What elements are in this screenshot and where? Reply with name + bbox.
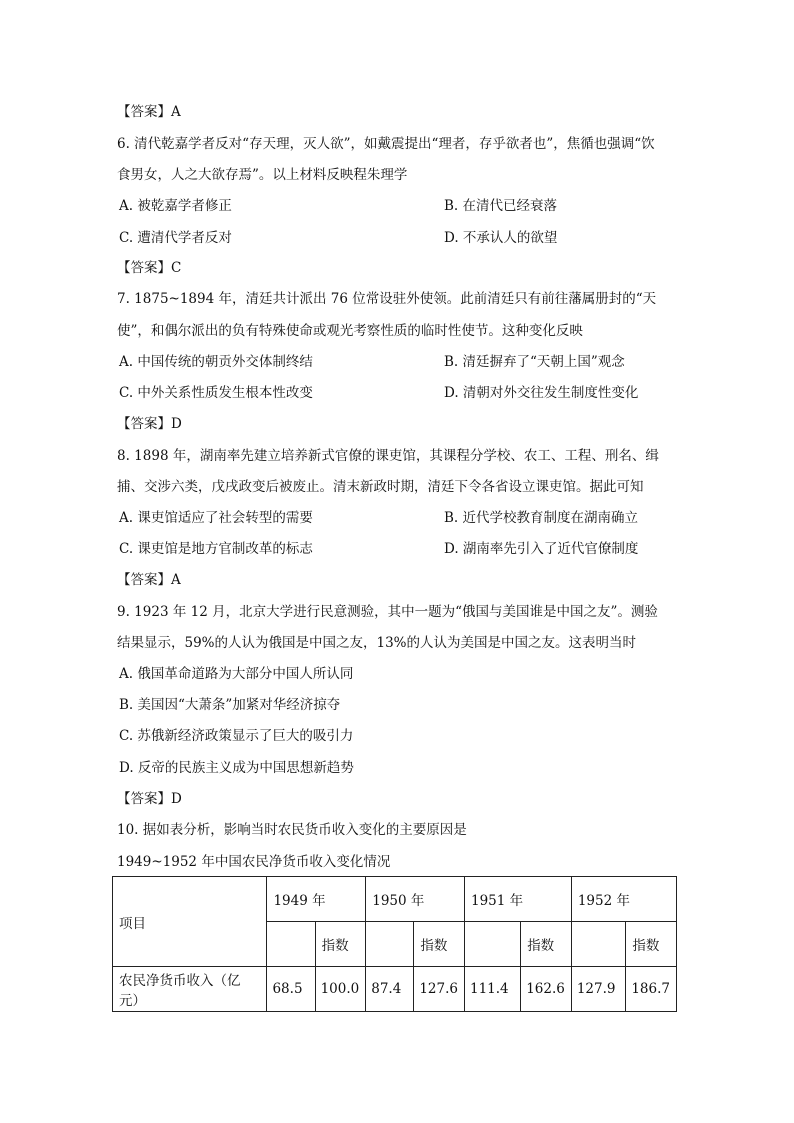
table-cell-empty (465, 922, 521, 967)
option-d: D. 反帝的民族主义成为中国思想新趋势 (119, 760, 354, 776)
option-d: D. 清朝对外交往发生制度性变化 (444, 385, 639, 401)
table-header-year: 1951 年 (465, 877, 572, 922)
question-6-line2: 食男女，人之大欲存焉”。以上材料反映程朱理学 (117, 167, 408, 183)
answer-q6 (117, 258, 181, 278)
option-c: C. 遭清代学者反对 (119, 230, 232, 246)
answer-value: D (171, 791, 182, 807)
table-header-year: 1949 年 (267, 877, 366, 922)
answer-label: 【答案】 (117, 104, 171, 120)
income-table (112, 876, 677, 1012)
answer-label: 【答案】 (117, 791, 171, 807)
option-b: B. 近代学校教育制度在湖南确立 (444, 510, 639, 526)
question-7-line2: 使”，和偶尔派出的负有特殊使命或观光考察性质的临时性使节。这种变化反映 (117, 323, 583, 339)
option-b: B. 美国因“大萧条”加紧对华经济掠夺 (119, 697, 341, 713)
table-header-year: 1952 年 (571, 877, 676, 922)
table-cell-empty (267, 922, 315, 967)
table-title: 1949~1952 年中国农民净货币收入变化情况 (117, 854, 391, 870)
question-9-line2: 结果显示，59%的人认为俄国是中国之友，13%的人认为美国是中国之友。这表明当时 (117, 635, 637, 651)
option-c: C. 中外关系性质发生根本性改变 (119, 385, 313, 401)
option-a: A. 课吏馆适应了社会转型的需要 (119, 510, 313, 526)
answer-value: A (171, 572, 181, 588)
table-cell-empty (571, 922, 626, 967)
question-8-line2: 捕、交涉六类，戊戌政变后被废止。清末新政时期，清廷下令各省设立课吏馆。据此可知 (117, 479, 644, 495)
option-d: D. 不承认人的欲望 (444, 230, 558, 246)
option-a: A. 俄国革命道路为大部分中国人所认同 (119, 666, 354, 682)
answer-value: C (171, 260, 182, 276)
table-cell: 186.7 (626, 967, 677, 1012)
question-8-line1: 8. 1898 年，湖南率先建立培养新式官僚的课吏馆，其课程分学校、农工、工程、刑名、缉 (117, 448, 659, 464)
table-row-label: 农民净货币收入（亿元） (113, 967, 267, 1012)
option-c: C. 课吏馆是地方官制改革的标志 (119, 541, 313, 557)
option-b: B. 清廷摒弃了“天朝上国”观念 (444, 354, 625, 370)
answer-value: D (171, 416, 182, 432)
table-cell: 100.0 (315, 967, 366, 1012)
answer-label: 【答案】 (117, 416, 171, 432)
answer-value: A (171, 104, 181, 120)
table-header-year: 1950 年 (366, 877, 465, 922)
option-b: B. 在清代已经衰落 (444, 198, 558, 214)
table-cell: 111.4 (465, 967, 521, 1012)
table-header-index: 指数 (315, 922, 366, 967)
question-9-line1: 9. 1923 年 12 月，北京大学进行民意测验，其中一题为“俄国与美国谁是中国之友”。测验 (117, 604, 658, 620)
question-6-line1: 6. 清代乾嘉学者反对“存天理，灭人欲”，如戴震提出“理者，存乎欲者也”，焦循也强调“饮 (117, 136, 655, 152)
table-cell: 127.9 (571, 967, 626, 1012)
answer-q8 (117, 570, 181, 590)
answer-q5 (117, 102, 181, 122)
answer-label: 【答案】 (117, 260, 171, 276)
table-cell: 127.6 (414, 967, 465, 1012)
option-c: C. 苏俄新经济政策显示了巨大的吸引力 (119, 728, 354, 744)
table-cell-empty (366, 922, 414, 967)
table-header-item: 项目 (113, 877, 267, 967)
option-d: D. 湖南率先引入了近代官僚制度 (444, 541, 639, 557)
option-a: A. 中国传统的朝贡外交体制终结 (119, 354, 313, 370)
table-header-index: 指数 (521, 922, 572, 967)
table-cell: 68.5 (267, 967, 315, 1012)
answer-q9 (117, 789, 182, 809)
answer-label: 【答案】 (117, 572, 171, 588)
table-cell: 87.4 (366, 967, 414, 1012)
question-7-line1: 7. 1875~1894 年，清廷共计派出 76 位常设驻外使领。此前清廷只有前往藩属册封的“天 (117, 291, 657, 307)
table-header-index: 指数 (626, 922, 677, 967)
table-cell: 162.6 (521, 967, 572, 1012)
answer-q7 (117, 414, 182, 434)
option-a: A. 被乾嘉学者修正 (119, 198, 232, 214)
table-header-index: 指数 (414, 922, 465, 967)
question-10-line1: 10. 据如表分析，影响当时农民货币收入变化的主要原因是 (117, 822, 467, 838)
